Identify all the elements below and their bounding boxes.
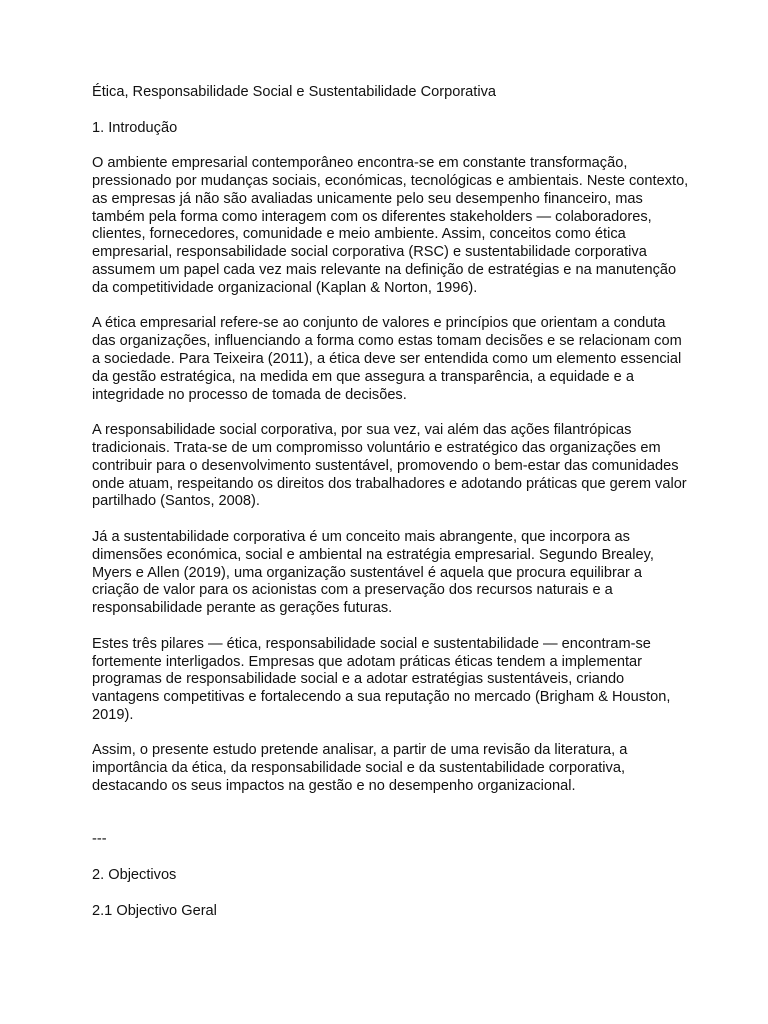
paragraph-line: Myers e Allen (2019), uma organização sustentável é aquela que procura equilibrar a bbox=[92, 564, 643, 581]
paragraph-line: importância da ética, da responsabilidade social e da sustentabilidade corporativa, bbox=[92, 760, 625, 777]
paragraph-line: responsabilidade perante as gerações futuras. bbox=[92, 600, 393, 617]
introduction-body bbox=[92, 155, 689, 796]
document-title: Ética, Responsabilidade Social e Sustentabilidade Corporativa bbox=[92, 84, 497, 100]
paragraph-line: onde atuam, respeitando os direitos dos trabalhadores e adotando práticas que gerem valor bbox=[92, 475, 687, 492]
paragraph-line: dimensões económica, social e ambiental na estratégia empresarial. Segundo Brealey, bbox=[92, 546, 654, 563]
paragraph bbox=[92, 315, 682, 404]
paragraph bbox=[92, 742, 672, 795]
paragraph-line: das organizações, influenciando a forma como estas tomam decisões e se relacionam com bbox=[92, 333, 682, 350]
paragraph-line: destacando os seus impactos na gestão e no desempenho organizacional. bbox=[92, 778, 576, 795]
paragraph bbox=[92, 422, 687, 511]
paragraph-line: tradicionais. Trata-se de um compromisso voluntário e estratégico das organizações em bbox=[92, 439, 661, 456]
paragraph-line: programas de responsabilidade social e a adotar estratégias sustentáveis, criando bbox=[92, 671, 625, 688]
paragraph-line: Assim, o presente estudo pretende analisar, a partir de uma revisão da literatura, a bbox=[92, 742, 628, 759]
paragraph-line: Já a sustentabilidade corporativa é um conceito mais abrangente, que incorpora as bbox=[92, 528, 630, 545]
paragraph-line: da competitividade organizacional (Kaplan & Norton, 1996). bbox=[92, 279, 478, 296]
section-heading-objectivos: 2. Objectivos bbox=[92, 867, 177, 884]
paragraph bbox=[92, 636, 672, 725]
paragraph-line: 2019). bbox=[92, 706, 134, 723]
paragraph-line: assumem um papel cada vez mais relevante na definição de estratégias e na manutenção bbox=[92, 261, 677, 278]
paragraph bbox=[92, 529, 672, 618]
paragraph-line: também pela forma como interagem com os diferentes stakeholders — colaboradores, bbox=[92, 208, 652, 225]
section-separator: --- bbox=[92, 831, 107, 848]
subsection-heading-objectivo-geral: 2.1 Objectivo Geral bbox=[92, 902, 217, 919]
paragraph-line: empresarial, responsabilidade social corporativa (RSC) e sustentabilidade corporativa bbox=[92, 244, 647, 261]
document-page bbox=[92, 84, 689, 938]
paragraph-line: Estes três pilares — ética, responsabilidade social e sustentabilidade — encontram-se bbox=[92, 635, 651, 652]
section-heading-introducao: 1. Introdução bbox=[92, 119, 178, 136]
paragraph-line: criação de valor para os acionistas com a preservação dos recursos naturais e a bbox=[92, 582, 613, 599]
paragraph-line: fortemente interligados. Empresas que adotam práticas éticas tendem a implementar bbox=[92, 653, 642, 670]
paragraph-line: da gestão estratégica, na medida em que assegura a transparência, a equidade e a bbox=[92, 368, 634, 385]
paragraph-line: A responsabilidade social corporativa, por sua vez, vai além das ações filantrópicas bbox=[92, 422, 632, 439]
paragraph-line: O ambiente empresarial contemporâneo encontra-se em constante transformação, bbox=[92, 155, 628, 172]
paragraph-line: integridade no processo de tomada de decisões. bbox=[92, 386, 407, 403]
spacer bbox=[92, 814, 672, 832]
paragraph-line: partilhado (Santos, 2008). bbox=[92, 493, 260, 510]
paragraph-line: contribuir para o desenvolvimento sustentável, promovendo o bem-estar das comunidades bbox=[92, 457, 679, 474]
paragraph-line: clientes, fornecedores, comunidade e meio ambiente. Assim, conceitos como ética bbox=[92, 226, 626, 243]
paragraph bbox=[92, 155, 689, 297]
paragraph-line: as empresas já não são avaliadas unicamente pelo seu desempenho financeiro, mas bbox=[92, 190, 643, 207]
paragraph-line: A ética empresarial refere-se ao conjunto de valores e princípios que orientam a conduta bbox=[92, 315, 666, 332]
paragraph-line: pressionado por mudanças sociais, económicas, tecnológicas e ambientais. Neste contexto, bbox=[92, 172, 689, 189]
paragraph-line: a sociedade. Para Teixeira (2011), a ética deve ser entendida como um elemento essencial bbox=[92, 350, 682, 367]
paragraph-line: vantagens competitivas e fortalecendo a sua reputação no mercado (Brigham & Houston, bbox=[92, 689, 671, 706]
